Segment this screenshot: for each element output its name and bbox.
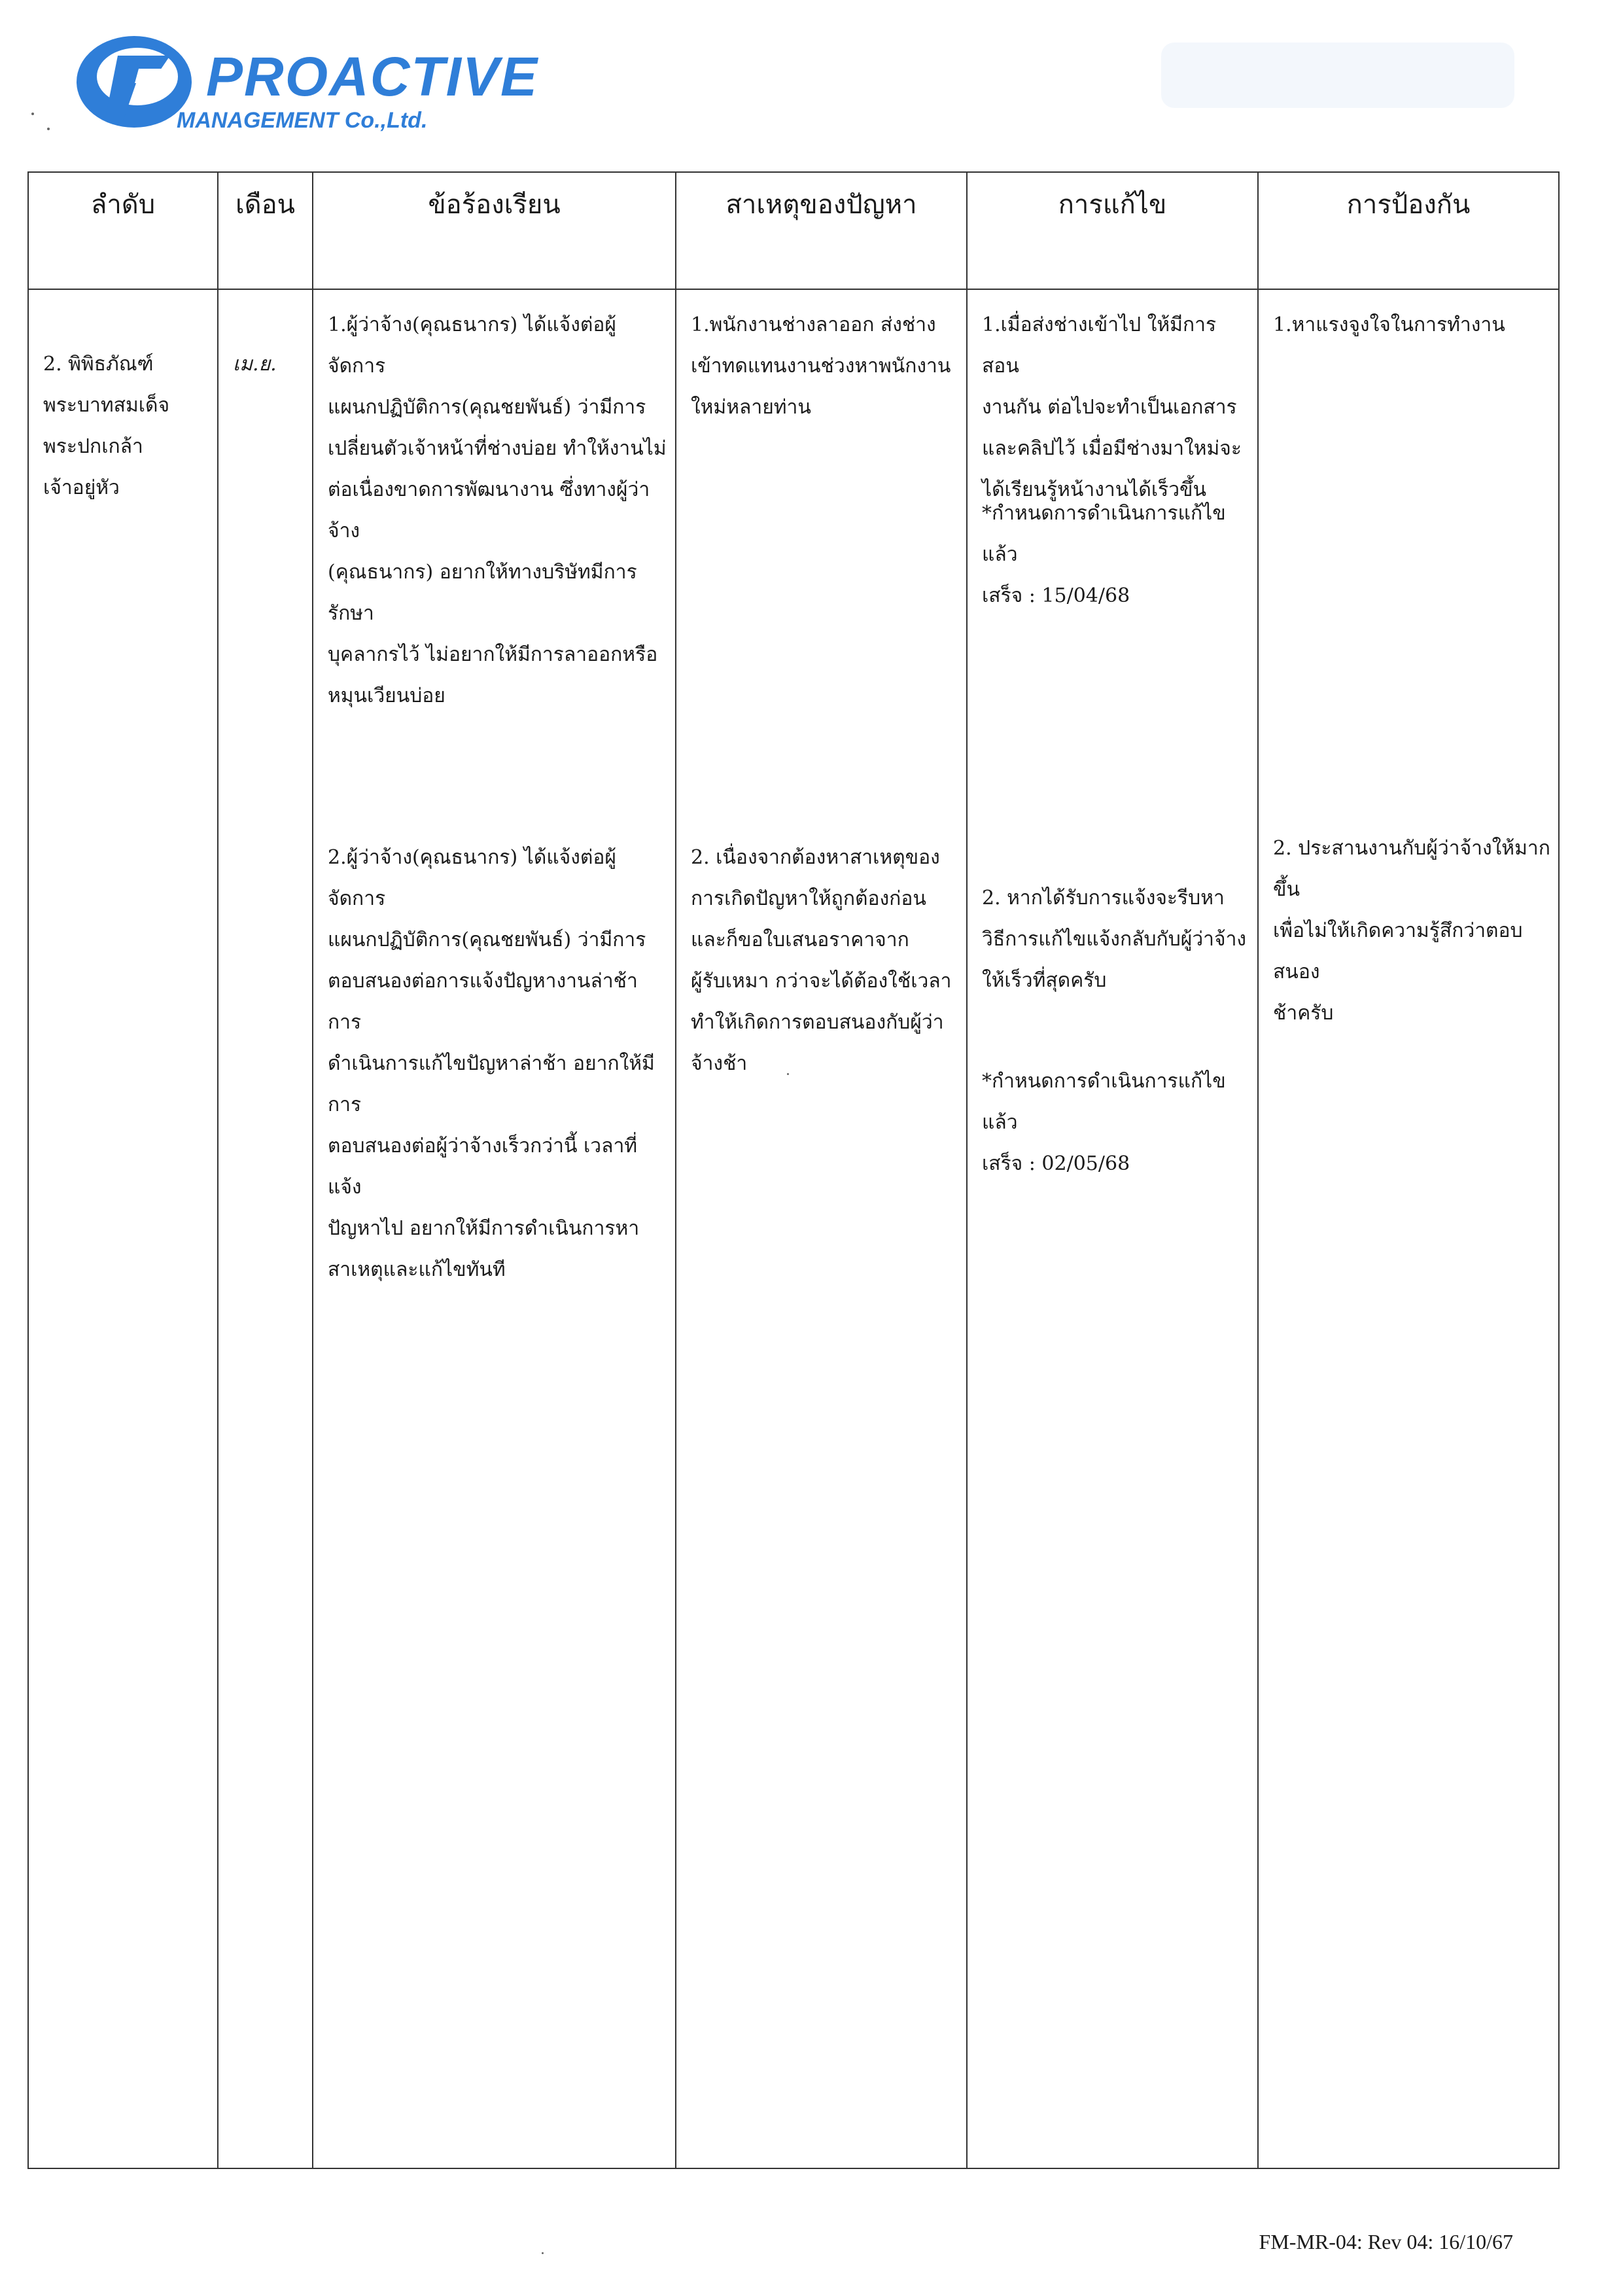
month-text: เม.ย.	[233, 353, 277, 376]
header-complaint: ข้อร้องเรียน	[313, 172, 676, 289]
solution-1: 1.เมื่อส่งช่างเข้าไป ให้มีการสอน งานกัน ต่อไปจะทำเป็นเอกสาร และคลิปไว้ เมื่อมีช่างมาใหม่จะ ได้เรียนรู้หน้างานได้เร็วขึ้น	[982, 313, 1242, 501]
logo-company-subtitle: MANAGEMENT Co.,Ltd.	[177, 108, 428, 133]
cell-cause	[676, 289, 967, 2168]
prevention-2: 2. ประสานงานกับผู้ว่าจ้างให้มากขึ้น เพื่อไม่ให้เกิดความรู้สึกว่าตอบสนอง ช้าครับ	[1273, 837, 1550, 1025]
faint-watermark-logo	[1161, 36, 1514, 115]
order-text: 2. พิพิธภัณฑ์ พระบาทสมเด็จ พระปกเกล้า เจ้าอยู่หัว	[43, 353, 170, 499]
header-order: ลำดับ	[28, 172, 218, 289]
scan-speck	[47, 128, 50, 130]
cell-solution	[967, 289, 1258, 2168]
cell-order	[28, 289, 218, 2168]
prevention-1: 1.หาแรงจูงใจในการทำงาน	[1273, 313, 1505, 336]
cause-1: 1.พนักงานช่างลาออก ส่งช่าง เข้าทดแทนงานช่วงหาพนักงาน ใหม่หลายท่าน	[691, 313, 951, 419]
deadline-1: *กำหนดการดำเนินการแก้ไขแล้ว เสร็จ : 15/04/68	[982, 502, 1226, 607]
cell-prevention	[1258, 289, 1559, 2168]
solution-2: 2. หากได้รับการแจ้งจะรีบหา วิธีการแก้ไขแจ้งกลับกับผู้ว่าจ้าง ให้เร็วที่สุดครับ	[982, 887, 1247, 992]
cell-month	[218, 289, 313, 2168]
header-month: เดือน	[218, 172, 313, 289]
company-logo	[72, 29, 539, 134]
cause-2: 2. เนื่องจากต้องหาสาเหตุของ การเกิดปัญหาให้ถูกต้องก่อน และก็ขอใบเสนอราคาจาก ผู้รับเหมา กว่าจะได้ต้องใช้เวลา ทำให้เกิดการตอบสนองกับผู้ว่า จ้างช้า	[691, 846, 952, 1075]
table-header-row	[28, 172, 1559, 289]
form-code: FM-MR-04: Rev 04: 16/10/67	[1259, 2230, 1513, 2253]
header-prevention: การป้องกัน	[1258, 172, 1559, 289]
scan-speck	[31, 113, 34, 115]
complaint-1: 1.ผู้ว่าจ้าง(คุณธนากร) ได้แจ้งต่อผู้จัดการ แผนกปฏิบัติการ(คุณชยพันธ์) ว่ามีการ เปลี่ยนตัวเจ้าหน้าที่ช่างบ่อย ทำให้งานไม่ ต่อเนื่องขาดการพัฒนางาน ซึ่งทางผู้ว่าจ้าง (คุณธนากร) อยากให้ทางบริษัทมีการรักษา บุคลากรไว้ ไม่อยากให้มีการลาออกหรือ หมุนเวียนบ่อย	[328, 313, 667, 707]
deadline-2: *กำหนดการดำเนินการแก้ไขแล้ว เสร็จ : 02/05/68	[982, 1070, 1226, 1175]
table-row	[28, 289, 1559, 2168]
scan-speck	[542, 2252, 544, 2254]
header-cause: สาเหตุของปัญหา	[676, 172, 967, 289]
complaint-2: 2.ผู้ว่าจ้าง(คุณธนากร) ได้แจ้งต่อผู้จัดการ แผนกปฏิบัติการ(คุณชยพันธ์) ว่ามีการ ตอบสนองต่อการแจ้งปัญหางานล่าช้า การ ดำเนินการแก้ไขปัญหาล่าช้า อยากให้มีการ ตอบสนองต่อผู้ว่าจ้างเร็วกว่านี้ เวลาที่แจ้ง ปัญหาไป อยากให้มีการดำเนินการหา สาเหตุและแก้ไขทันที	[328, 846, 655, 1281]
complaint-table	[27, 171, 1560, 2169]
logo-company-name: PROACTIVE	[206, 46, 539, 107]
header-solution: การแก้ไข	[967, 172, 1258, 289]
cell-complaint	[313, 289, 676, 2168]
